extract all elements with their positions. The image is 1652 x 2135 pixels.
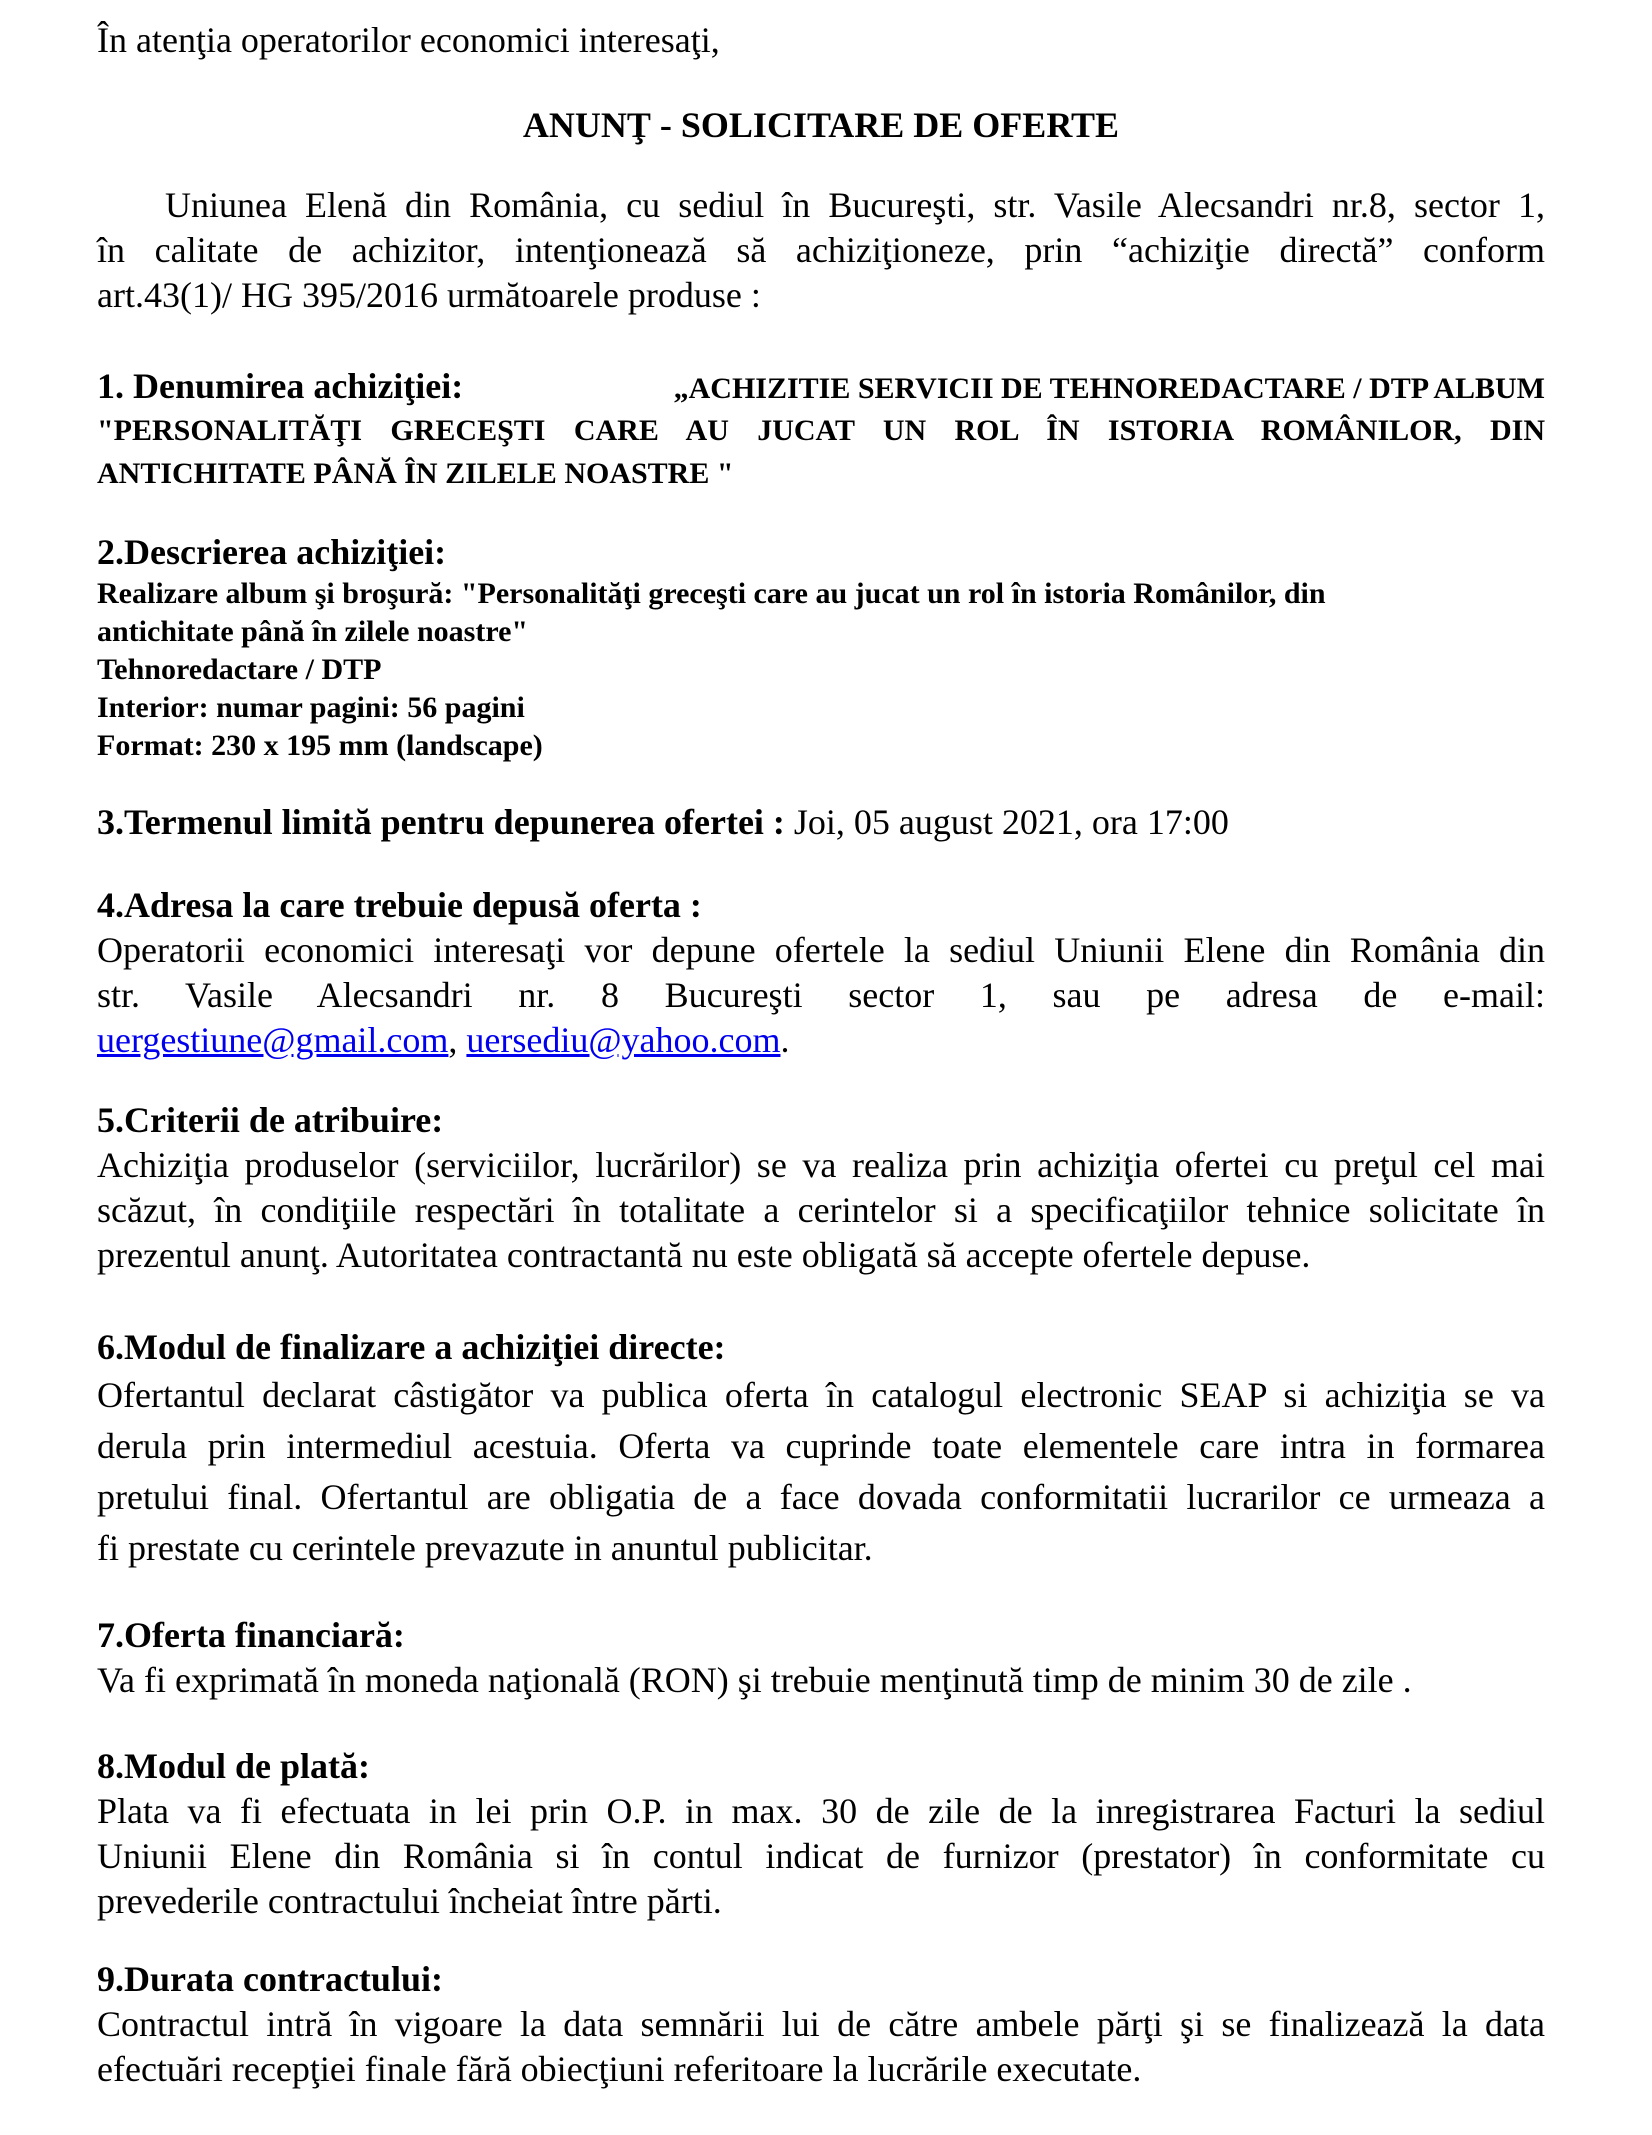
section-2-line-1: Realizare album şi broşură: "Personalităţi greceşti care au jucat un rol în istoria Românilor, din <box>97 577 1326 610</box>
section-3-label: 3.Termenul limită pentru depunerea ofertei : <box>97 802 785 842</box>
section-6-line-1: Ofertantul declarat câstigător va publica oferta în catalogul electronic SEAP si achiziţia se va <box>97 1375 1545 1415</box>
section-8 <box>97 1744 1545 1924</box>
section-1-line-1 <box>97 364 1545 409</box>
section-3-deadline: Joi, 05 august 2021, ora 17:00 <box>784 802 1229 842</box>
section-7 <box>97 1613 1545 1703</box>
intro-line-2: în calitate de achizitor, intenţionează să achiziţioneze, prin “achiziţie directă” conform <box>97 230 1545 270</box>
section-8-line-2: Uniunii Elene din România si în contul indicat de furnizor (prestator) în conformitate cu <box>97 1836 1545 1876</box>
intro-line-3: art.43(1)/ HG 395/2016 următoarele produse : <box>97 275 761 315</box>
section-4-line-1: Operatorii economici interesaţi vor depune ofertele la sediul Uniunii Elene din România din <box>97 930 1545 970</box>
section-6-line-2: derula prin intermediul acestuia. Oferta va cuprinde toate elementele care intra in formarea <box>97 1426 1545 1466</box>
section-1-title-3: ANTICHITATE PÂNĂ ÎN ZILELE NOASTRE " <box>97 457 734 490</box>
email-separator: , <box>448 1020 467 1060</box>
section-2 <box>97 530 1545 765</box>
section-4-line-2: str. Vasile Alecsandri nr. 8 Bucureşti sector 1, sau pe adresa de e-mail: <box>97 975 1545 1015</box>
section-6-label: 6.Modul de finalizare a achiziţiei directe: <box>97 1327 726 1367</box>
section-9-line-2: efectuări recepţiei finale fără obiecţiuni referitoare la lucrările executate. <box>97 2049 1142 2089</box>
section-4-label: 4.Adresa la care trebuie depusă oferta : <box>97 885 702 925</box>
section-6-line-3: pretului final. Ofertantul are obligatia de a face dovada conformitatii lucrarilor ce urmeaza a <box>97 1477 1545 1517</box>
title-text: ANUNŢ - SOLICITARE DE OFERTE <box>522 105 1120 145</box>
section-9-label: 9.Durata contractului: <box>97 1959 443 1999</box>
section-7-line-1: Va fi exprimată în moneda naţională (RON) şi trebuie menţinută timp de minim 30 de zile . <box>97 1660 1412 1700</box>
section-5-label: 5.Criterii de atribuire: <box>97 1100 444 1140</box>
email-link-gestiune[interactable]: uergestiune@gmail.com <box>97 1020 449 1060</box>
section-2-line-4: Interior: numar pagini: 56 pagini <box>97 691 525 724</box>
intro-paragraph <box>97 183 1545 318</box>
section-2-line-3: Tehnoredactare / DTP <box>97 653 382 686</box>
intro-line-1: Uniunea Elenă din România, cu sediul în Bucureşti, str. Vasile Alecsandri nr.8, sector 1, <box>165 185 1545 225</box>
section-7-label: 7.Oferta financiară: <box>97 1615 405 1655</box>
section-5-line-3: prezentul anunţ. Autoritatea contractantă nu este obligată să accepte ofertele depuse. <box>97 1235 1311 1275</box>
section-9 <box>97 1957 1545 2092</box>
greeting <box>97 18 1545 63</box>
section-6 <box>97 1325 1545 1574</box>
section-9-line-1: Contractul intră în vigoare la data semnării lui de către ambele părţi şi se finalizează la data <box>97 2004 1545 2044</box>
email-end: . <box>780 1020 790 1060</box>
page-title <box>97 103 1545 148</box>
section-6-line-4: fi prestate cu cerintele prevazute in anuntul publicitar. <box>97 1528 873 1568</box>
section-8-label: 8.Modul de plată: <box>97 1746 371 1786</box>
section-5 <box>97 1098 1545 1278</box>
section-2-line-5: Format: 230 x 195 mm (landscape) <box>97 729 543 762</box>
section-8-line-1: Plata va fi efectuata in lei prin O.P. in max. 30 de zile de la inregistrarea Facturi la sediul <box>97 1791 1545 1831</box>
section-3 <box>97 800 1545 845</box>
section-2-line-2: antichitate până în zilele noastre" <box>97 615 529 648</box>
section-1-title-2: "PERSONALITĂŢI GRECEŞTI CARE AU JUCAT UN ROL ÎN ISTORIA ROMÂNILOR, DIN <box>97 414 1545 447</box>
section-1-label: 1. Denumirea achiziţiei: <box>97 366 464 406</box>
section-5-line-1: Achiziţia produselor (serviciilor, lucrărilor) se va realiza prin achiziţia ofertei cu preţul cel mai <box>97 1145 1545 1185</box>
section-2-label: 2.Descrierea achiziţiei: <box>97 532 447 572</box>
section-5-line-2: scăzut, în condiţiile respectări în totalitate a cerintelor si a specificaţiilor tehnice solicitate în <box>97 1190 1545 1230</box>
email-link-sediu[interactable]: uersediu@yahoo.com <box>466 1020 781 1060</box>
section-4 <box>97 883 1545 1063</box>
greeting-text: În atenţia operatorilor economici interesaţi, <box>97 20 720 60</box>
section-1 <box>97 364 1545 495</box>
section-4-emails <box>97 1018 1545 1063</box>
section-1-title-1: „ACHIZITIE SERVICII DE TEHNOREDACTARE / DTP ALBUM <box>673 372 1545 405</box>
section-8-line-3: prevederile contractului încheiat între părti. <box>97 1881 722 1921</box>
